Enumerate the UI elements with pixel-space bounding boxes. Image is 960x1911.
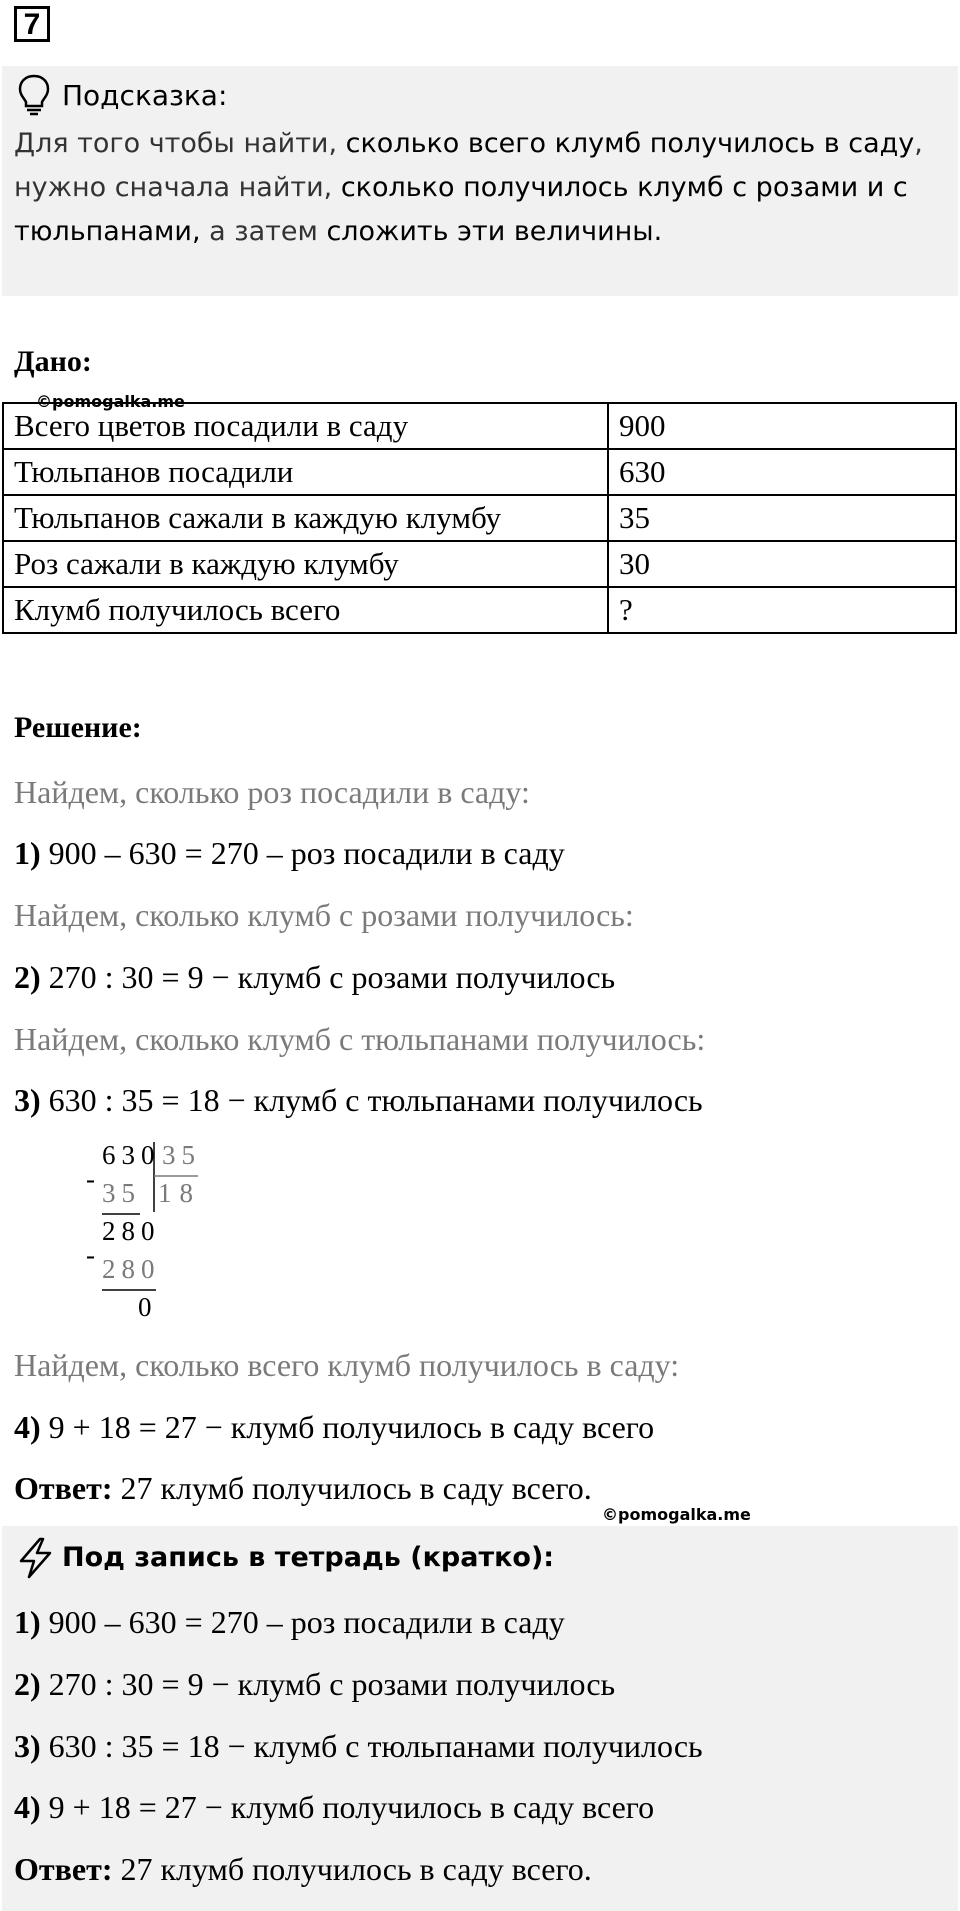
table-row (3, 495, 956, 541)
notes-title: Под запись в тетрадь (кратко): (62, 1542, 555, 1573)
solution-step (14, 831, 565, 875)
division-quotient: 18 (158, 1178, 201, 1208)
lightning-icon (16, 1536, 56, 1580)
answer-label: Ответ: (14, 1470, 113, 1506)
division-divisor: 35 (162, 1140, 201, 1170)
solution-hint: Найдем, сколько клумб с розами получилось: (14, 897, 634, 933)
task-number: 7 (14, 6, 50, 42)
given-table (2, 402, 957, 634)
hint-part: Для того чтобы найти, (14, 128, 346, 159)
division-remainder-1: 280 (102, 1216, 161, 1246)
step-number: 2) (14, 959, 41, 995)
step-number: 3) (14, 1728, 41, 1764)
division-dividend: 630 (102, 1140, 161, 1170)
watermark: ©pomogalka.me (36, 392, 185, 411)
given-value: 630 (608, 449, 956, 495)
division-minus: - (86, 1164, 95, 1194)
division-lines (80, 1138, 220, 1328)
solution-hint: Найдем, сколько клумб с тюльпанами получилось: (14, 1021, 706, 1057)
step-text: 270 : 30 = 9 − клумб с розами получилось (40, 959, 616, 995)
step-text: 9 + 18 = 27 − клумб получилось в саду всего (40, 1789, 655, 1825)
division-remainder: 0 (138, 1292, 158, 1322)
solution-step (14, 955, 615, 999)
step-text: 9 + 18 = 27 − клумб получилось в саду всего (40, 1409, 655, 1445)
solution-hint: Найдем, сколько всего клумб получилось в саду: (14, 1347, 680, 1383)
notes-step (14, 1785, 654, 1829)
step-number: 2) (14, 1666, 41, 1702)
step-number: 4) (14, 1409, 41, 1445)
step-number: 1) (14, 1604, 41, 1640)
hint-part: а затем (200, 216, 327, 247)
given-label: Клумб получилось всего (3, 587, 608, 633)
given-label: Тюльпанов сажали в каждую клумбу (3, 495, 608, 541)
division-subtrahend: 280 (102, 1254, 161, 1284)
answer-label: Ответ: (14, 1851, 113, 1887)
notes-step (14, 1662, 615, 1706)
table-row (3, 541, 956, 587)
given-label: Всего цветов посадили в саду (3, 403, 608, 449)
step-text: 270 : 30 = 9 − клумб с розами получилось (40, 1666, 616, 1702)
hint-title: Подсказка: (62, 79, 228, 112)
given-value: 900 (608, 403, 956, 449)
solution-title: Решение: (14, 711, 142, 744)
table-row (3, 587, 956, 633)
step-number: 1) (14, 835, 41, 871)
step-text: 900 – 630 = 270 – роз посадили в саду (40, 1604, 565, 1640)
table-row (3, 449, 956, 495)
step-number: 4) (14, 1789, 41, 1825)
step-text: 630 : 35 = 18 − клумб с тюльпанами получилось (40, 1728, 703, 1764)
hint-emphasis: сколько получилось клумб с розами и с тюльпанами, (14, 172, 908, 247)
step-text: 900 – 630 = 270 – роз посадили в саду (40, 835, 565, 871)
long-division (80, 1138, 220, 1328)
notes-step (14, 1724, 703, 1768)
notes-step (14, 1600, 565, 1644)
solution-step (14, 1405, 654, 1449)
hint-emphasis: сколько всего клумб получилось в саду (345, 128, 915, 159)
given-title: Дано: (14, 345, 92, 378)
division-subtrahend: 35 (102, 1178, 141, 1208)
notes-answer (14, 1847, 592, 1891)
given-value: 30 (608, 541, 956, 587)
division-minus: - (86, 1240, 95, 1270)
hint-part: , нужно сначала найти, (14, 128, 923, 203)
solution-answer (14, 1466, 592, 1510)
hint-text (14, 122, 944, 254)
answer-text: 27 клумб получилось в саду всего. (112, 1851, 592, 1887)
step-number: 3) (14, 1082, 41, 1118)
lightbulb-icon (14, 72, 54, 116)
given-label: Роз сажали в каждую клумбу (3, 541, 608, 587)
watermark: ©pomogalka.me (602, 1505, 751, 1524)
step-text: 630 : 35 = 18 − клумб с тюльпанами получилось (40, 1082, 703, 1118)
given-value: ? (608, 587, 956, 633)
given-value: 35 (608, 495, 956, 541)
hint-emphasis: сложить эти величины. (326, 216, 663, 247)
given-label: Тюльпанов посадили (3, 449, 608, 495)
solution-hint: Найдем, сколько роз посадили в саду: (14, 774, 530, 810)
solution-step (14, 1078, 703, 1122)
answer-text: 27 клумб получилось в саду всего. (112, 1470, 592, 1506)
